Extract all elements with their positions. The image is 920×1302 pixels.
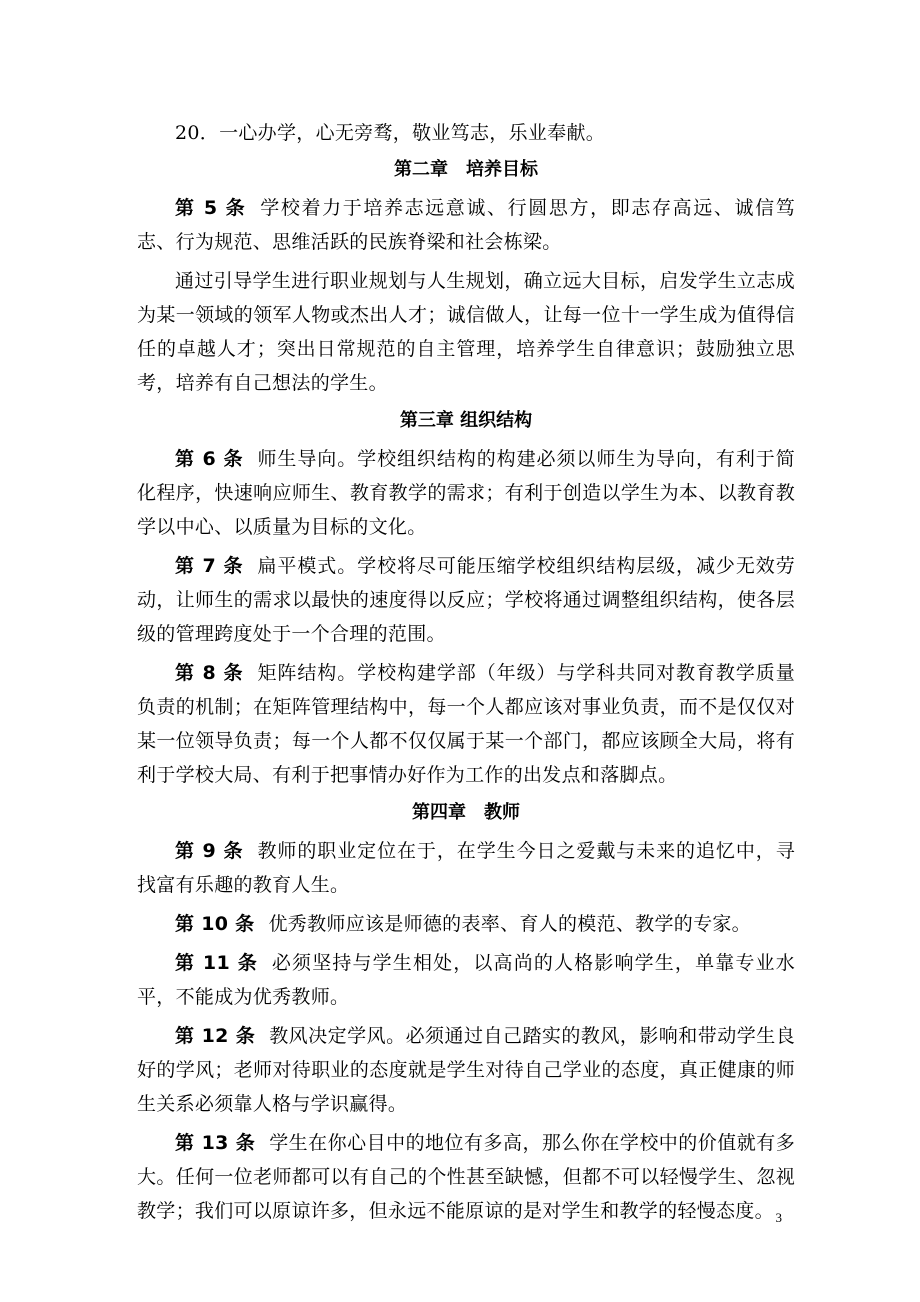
article-9 [137,834,795,902]
article-10-label: 第 10 条 [175,913,255,935]
article-13-text: 学生在你心目中的地位有多高，那么你在学校中的价值就有多大。任何一位老师都可以有自己的个性甚至缺憾，但都不可以轻慢学生、忽视教学；我们可以原谅许多，但永远不能原谅的是对学生和教学的轻慢态度。 [137,1132,795,1222]
article-12-text: 教风决定学风。必须通过自己踏实的教风，影响和带动学生良好的学风；老师对待职业的态度就是学生对待自己学业的态度，真正健康的师生关系必须靠人格与学识赢得。 [137,1025,795,1115]
article-9-text: 教师的职业定位在于，在学生今日之爱戴与未来的追忆中，寻找富有乐趣的教育人生。 [137,840,795,896]
chapter-2-title: 第二章 培养目标 [394,159,538,180]
article-8 [137,656,795,792]
article-7 [137,549,795,651]
article-12-label: 第 12 条 [175,1025,256,1047]
principle-20: 20．一心办学，心无旁骛，敬业笃志，乐业奉献。 [175,122,606,144]
chapter-3-title: 第三章 组织结构 [399,410,533,431]
article-13 [137,1126,795,1228]
article-7-label: 第 7 条 [175,555,244,577]
article-7-text: 扁平模式。学校将尽可能压缩学校组织结构层级，减少无效劳动，让师生的需求以最快的速度得以反应；学校将通过调整组织结构，使各层级的管理跨度处于一个合理的范围。 [137,555,795,645]
article-6-label: 第 6 条 [175,448,244,470]
article-8-text: 矩阵结构。学校构建学部（年级）与学科共同对教育教学质量负责的机制；在矩阵管理结构中，每一个人都应该对事业负责，而不是仅仅对某一位领导负责；每一个人都不仅仅属于某一个部门，都应该顾全大局，将有利于学校大局、有利于把事情办好作为工作的出发点和落脚点。 [137,662,795,786]
chapter-2-paragraph: 通过引导学生进行职业规划与人生规划，确立远大目标，启发学生立志成为某一领域的领军人物或杰出人才；诚信做人，让每一位十一学生成为值得信任的卓越人才；突出日常规范的自主管理，培养学生自律意识；鼓励独立思考，培养有自己想法的学生。 [137,270,795,394]
article-5 [137,191,795,259]
article-8-label: 第 8 条 [175,662,244,684]
article-11 [137,946,795,1014]
document-body [137,116,795,1233]
article-13-label: 第 13 条 [175,1132,256,1154]
article-10-text: 优秀教师应该是师德的表率、育人的模范、教学的专家。 [268,913,751,935]
article-5-text: 学校着力于培养志远意诚、行圆思方，即志存高远、诚信笃志、行为规范、思维活跃的民族脊梁和社会栋梁。 [137,197,795,253]
article-9-label: 第 9 条 [175,840,244,862]
chapter-4-title: 第四章 教师 [412,802,520,823]
article-12 [137,1019,795,1121]
article-11-label: 第 11 条 [175,952,258,974]
page-number: 3 [775,1210,782,1225]
article-11-text: 必须坚持与学生相处，以高尚的人格影响学生，单靠专业水平，不能成为优秀教师。 [137,952,795,1008]
article-6 [137,442,795,544]
article-5-label: 第 5 条 [175,197,247,219]
article-6-text: 师生导向。学校组织结构的构建必须以师生为导向，有利于简化程序，快速响应师生、教育教学的需求；有利于创造以学生为本、以教育教学以中心、以质量为目标的文化。 [137,448,795,538]
article-10 [137,907,795,941]
